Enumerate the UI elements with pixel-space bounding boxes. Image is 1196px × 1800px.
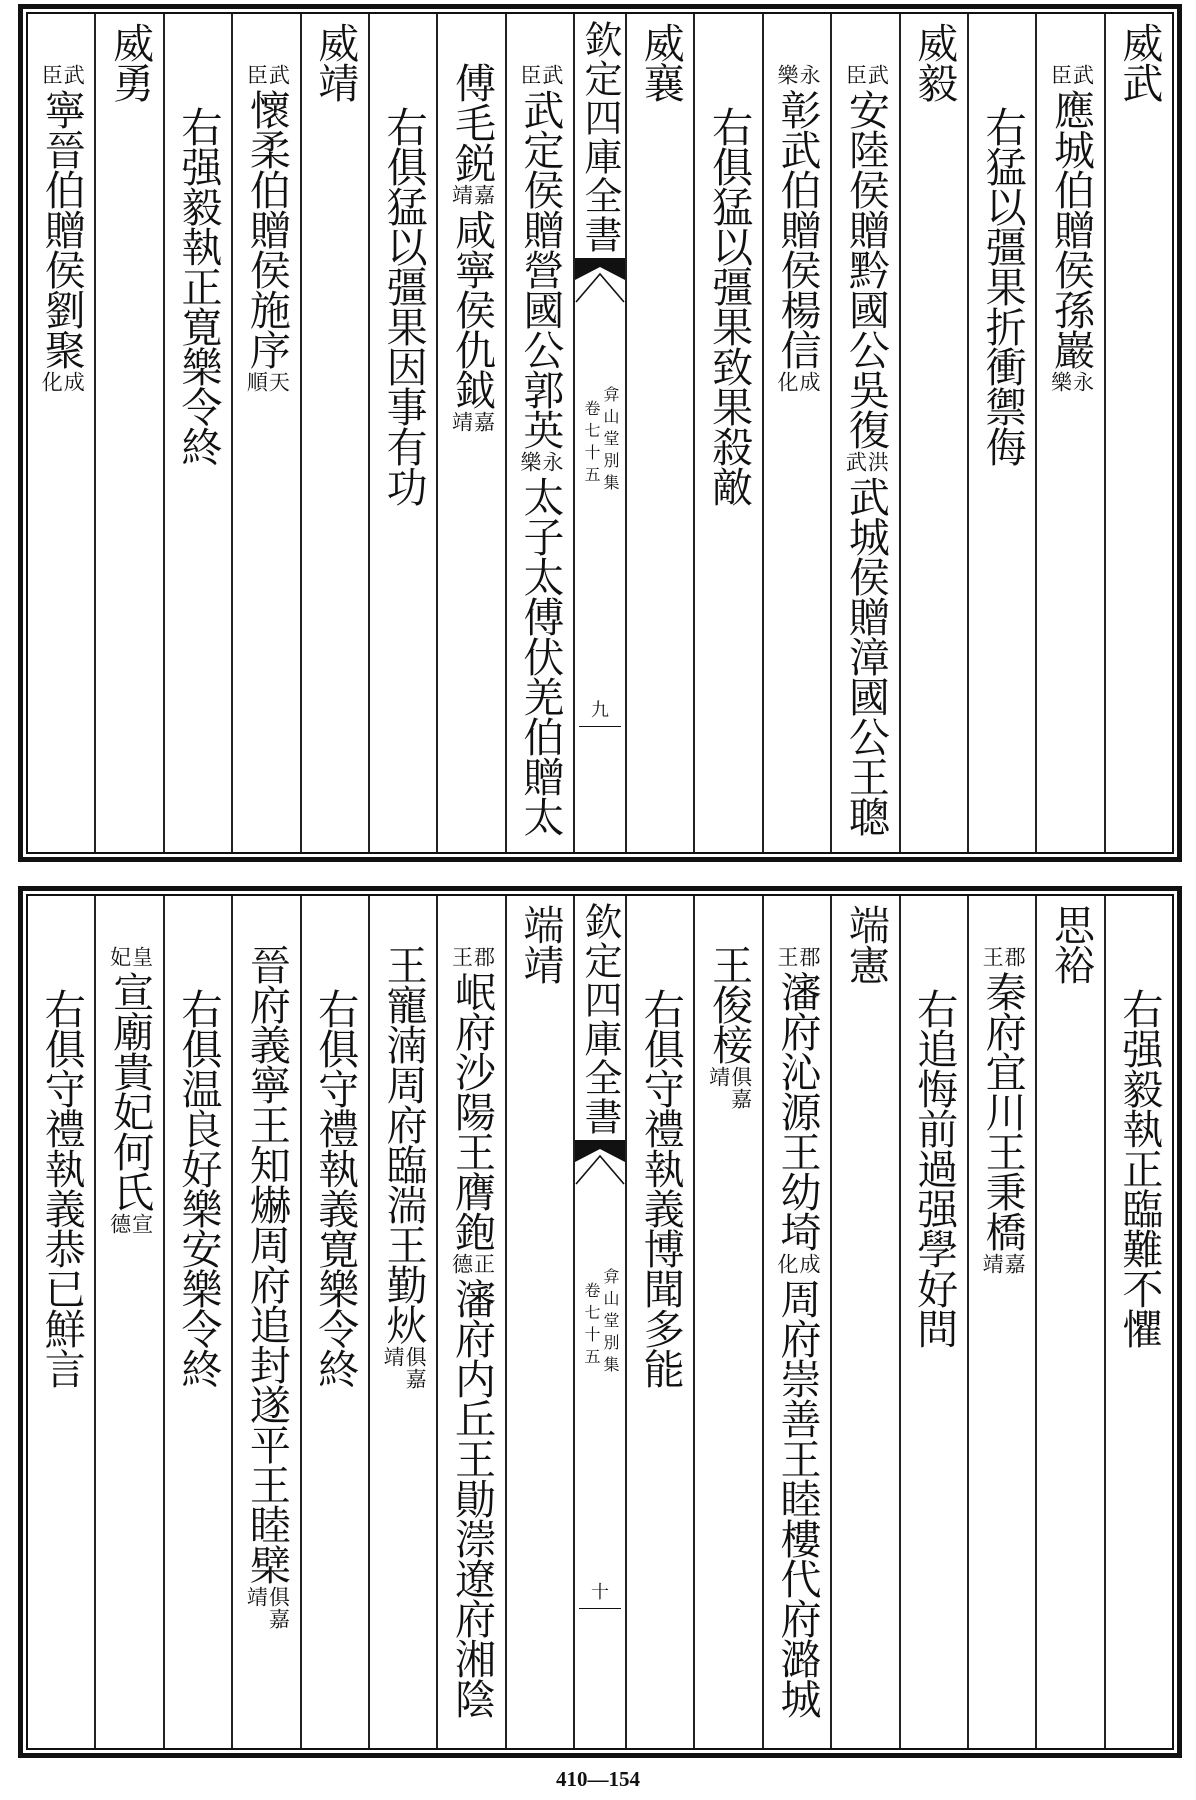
entry-text: 秦府宜川王秉橋 (978, 971, 1027, 1251)
note-left-line: 化 (774, 1253, 799, 1275)
note-right-line: 永 (539, 451, 564, 473)
entry-text: 瀋府沁源王幼埼 (773, 971, 822, 1251)
text-column (438, 896, 506, 1748)
commentary-text: 右俱温良好樂安樂令終 (174, 988, 223, 1388)
banxin-leaf-number: 十 (591, 1582, 609, 1603)
interlinear-note (244, 371, 291, 393)
entry-text: 武定侯贈營國公郭英 (516, 89, 565, 449)
note-left-line: 德 (107, 1213, 132, 1235)
interlinear-note (775, 946, 819, 968)
note-right-line: 武 (1070, 64, 1095, 86)
text-column (967, 14, 1035, 852)
interlinear-note (1048, 371, 1095, 393)
note-right-line: 成 (796, 1253, 821, 1275)
note-right-line: 武 (539, 64, 564, 86)
lower-leaf-frame (26, 894, 1174, 1750)
interlinear-note (518, 451, 562, 473)
interlinear-note (843, 451, 890, 473)
entry-text: 岷府沙陽王膺鉋 (447, 971, 496, 1251)
text-column (1035, 896, 1103, 1748)
interlinear-note (707, 1066, 751, 1110)
note-left-line: 武 (843, 451, 868, 473)
note-left-line: 樂 (1048, 371, 1073, 393)
lower-leaf-panel (18, 886, 1182, 1758)
note-left-line: 妃 (107, 946, 132, 968)
entry-text: 彰武伯贈侯楊信 (773, 89, 822, 369)
text-column (693, 14, 761, 852)
entry-text: 懷柔伯贈侯施序 (242, 89, 291, 369)
section-heading: 端憲 (841, 904, 890, 984)
text-column (899, 896, 967, 1748)
leaf-number-rule (579, 1608, 621, 1609)
interlinear-note (381, 1346, 428, 1390)
banxin-book-info (582, 386, 618, 496)
banxin-title: 欽定四庫全書 (578, 902, 622, 1136)
interlinear-note (449, 946, 496, 968)
interlinear-note (39, 64, 86, 86)
entry-text: 咸寧侯仇鉞 (447, 209, 496, 409)
interlinear-note (449, 184, 496, 206)
entry-text: 寧晉伯贈侯劉聚 (37, 89, 86, 369)
interlinear-note (108, 1213, 152, 1235)
entry-text: 傅毛鋭 (447, 62, 496, 182)
interlinear-note (775, 371, 819, 393)
banxin-leaf-number: 九 (591, 700, 609, 721)
note-left-line: 靖 (449, 411, 474, 433)
note-right-line: 皇 (129, 946, 154, 968)
right-column-group (625, 896, 1172, 1748)
upper-leaf-panel (18, 4, 1182, 862)
note-right-line: 宣 (129, 1213, 154, 1235)
note-left-line: 臣 (843, 64, 868, 86)
banxin-juan: 卷七十五 (582, 1282, 601, 1370)
text-column (370, 896, 438, 1748)
entry-text: 武城侯贈漳國公王聰 (841, 476, 890, 836)
note-left-line: 王 (449, 946, 474, 968)
banxin-book-title: 弇山堂別集 (601, 386, 620, 496)
note-left-line: 臣 (39, 64, 64, 86)
note-right-line: 正 (471, 1253, 496, 1275)
text-column (370, 14, 438, 852)
commentary-text: 右追悔前過强學好問 (910, 988, 959, 1348)
note-right-line: 嘉 (471, 184, 496, 206)
note-right-line: 嘉 (471, 411, 496, 433)
note-right-line: 洪 (865, 451, 890, 473)
upper-leaf-frame (26, 12, 1174, 854)
text-column (830, 896, 898, 1748)
right-column-group (625, 14, 1172, 852)
note-right-line: 成 (796, 371, 821, 393)
entry-text: 宣廟貴妃何氏 (106, 971, 155, 1211)
note-left-line: 王 (980, 946, 1005, 968)
text-column (233, 14, 301, 852)
text-column (625, 896, 693, 1748)
interlinear-note (108, 946, 152, 968)
note-left-line: 化 (774, 371, 799, 393)
commentary-text: 右俱守禮執義寛樂令終 (311, 988, 360, 1388)
interlinear-note (449, 411, 496, 433)
text-column (302, 14, 370, 852)
interlinear-note (775, 64, 819, 86)
commentary-text: 右俱守禮執義博聞多能 (636, 988, 685, 1388)
page-code: 410—154 (556, 1767, 640, 1791)
note-left-line: 靖 (244, 1586, 269, 1608)
note-right-line: 天 (266, 371, 291, 393)
text-column (762, 896, 830, 1748)
text-column (302, 896, 370, 1748)
note-right-line: 俱嘉 (403, 1346, 428, 1390)
note-right-line: 俱嘉 (728, 1066, 753, 1110)
entry-text: 太子太傅伏羌伯贈太 (516, 476, 565, 836)
note-left-line: 靖 (706, 1066, 731, 1088)
banxin-title: 欽定四庫全書 (578, 20, 622, 254)
section-heading: 威毅 (910, 22, 959, 102)
banxin-center-column (575, 14, 625, 852)
note-left-line: 臣 (517, 64, 542, 86)
text-column (967, 896, 1035, 1748)
note-left-line: 德 (449, 1253, 474, 1275)
section-heading: 端靖 (516, 904, 565, 984)
commentary-text: 右俱猛以彊果致果殺敵 (705, 106, 754, 506)
interlinear-note (39, 371, 86, 393)
text-column (1104, 14, 1172, 852)
left-column-group (28, 896, 575, 1748)
note-left-line: 臣 (244, 64, 269, 86)
note-right-line: 嘉 (1002, 1253, 1027, 1275)
note-left-line: 樂 (517, 451, 542, 473)
text-column (165, 896, 233, 1748)
text-column (438, 14, 506, 852)
note-left-line: 靖 (449, 184, 474, 206)
text-column (165, 14, 233, 852)
interlinear-note (518, 64, 562, 86)
note-right-line: 永 (796, 64, 821, 86)
note-right-line: 武 (61, 64, 86, 86)
interlinear-note (1048, 64, 1095, 86)
note-left-line: 王 (774, 946, 799, 968)
entry-text: 應城伯贈侯孫巖 (1046, 89, 1095, 369)
note-right-line: 俱嘉 (266, 1586, 291, 1630)
text-column (507, 896, 575, 1748)
note-left-line: 化 (39, 371, 64, 393)
banxin-juan: 卷七十五 (582, 400, 601, 488)
text-column (693, 896, 761, 1748)
interlinear-note (843, 64, 890, 86)
entry-text: 王寵湳周府臨湍王勤炏 (379, 944, 428, 1344)
commentary-text: 右强毅執正寛樂令終 (174, 106, 223, 466)
banxin-book-title: 弇山堂別集 (601, 1268, 620, 1378)
interlinear-note (449, 1253, 496, 1275)
interlinear-note (244, 64, 291, 86)
text-column (96, 14, 164, 852)
interlinear-note (980, 946, 1027, 968)
text-column (625, 14, 693, 852)
text-column (507, 14, 575, 852)
text-column (1035, 14, 1103, 852)
entry-text: 瀋府内丘王勛漴遼府湘陰 (447, 1278, 496, 1718)
text-column (899, 14, 967, 852)
commentary-text: 右猛以彊果折衝禦侮 (978, 106, 1027, 466)
section-heading: 威勇 (106, 22, 155, 102)
interlinear-note (244, 1586, 291, 1630)
note-left-line: 靖 (980, 1253, 1005, 1275)
text-column (233, 896, 301, 1748)
commentary-text: 右强毅執正臨難不懼 (1115, 988, 1164, 1348)
fishtail-mark (575, 258, 625, 304)
leaf-number-rule (579, 726, 621, 727)
note-left-line: 樂 (774, 64, 799, 86)
note-right-line: 郡 (1002, 946, 1027, 968)
fishtail-mark (575, 1140, 625, 1186)
text-column (96, 896, 164, 1748)
note-left-line: 靖 (381, 1346, 406, 1368)
note-right-line: 武 (865, 64, 890, 86)
commentary-text: 右俱猛以彊果因事有功 (379, 106, 428, 506)
note-right-line: 永 (1070, 371, 1095, 393)
interlinear-note (775, 1253, 819, 1275)
text-column (762, 14, 830, 852)
note-left-line: 順 (244, 371, 269, 393)
entry-text: 安陸侯贈黔國公吳復 (841, 89, 890, 449)
entry-text: 晉府義寧王知爀周府追封遂平王睦檗 (242, 944, 291, 1584)
section-heading: 威靖 (311, 22, 360, 102)
text-column (1104, 896, 1172, 1748)
section-heading: 威武 (1115, 22, 1164, 102)
note-right-line: 郡 (471, 946, 496, 968)
interlinear-note (980, 1253, 1027, 1275)
text-column (28, 896, 96, 1748)
entry-text: 周府崇善王睦樓代府潞城 (773, 1278, 822, 1718)
left-column-group (28, 14, 575, 852)
note-right-line: 成 (61, 371, 86, 393)
text-column (28, 14, 96, 852)
note-left-line: 臣 (1048, 64, 1073, 86)
note-right-line: 郡 (796, 946, 821, 968)
banxin-center-column (575, 896, 625, 1748)
text-column (830, 14, 898, 852)
commentary-text: 右俱守禮執義恭已鮮言 (37, 988, 86, 1388)
note-right-line: 武 (266, 64, 291, 86)
section-heading: 威襄 (636, 22, 685, 102)
banxin-book-info (582, 1268, 618, 1378)
entry-text: 王俊椄 (705, 944, 754, 1064)
section-heading: 思裕 (1046, 904, 1095, 984)
